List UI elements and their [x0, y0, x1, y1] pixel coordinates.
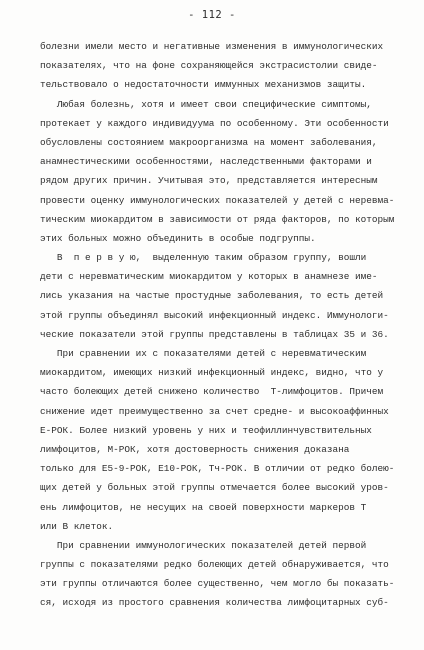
text-line: только для Е5-9-РОК, Е10-РОК, Тч-РОК. В отличии от редко болею- [40, 463, 395, 475]
paragraph [40, 248, 408, 344]
text-line: группы с показателями редко болеющих детей обнаруживается, что [40, 559, 389, 571]
text-line: ческие показатели этой группы представлены в таблицах 35 и 36. [40, 328, 389, 340]
text-line: или В клеток. [40, 520, 114, 532]
text-line: показателях, что на фоне сохраняющейся экстрасистолии свиде- [40, 60, 378, 72]
text-line: эти группы отличаются более существенно, чем могло бы показать- [40, 578, 395, 590]
document-body [40, 37, 408, 613]
text-line: протекает у каждого индивидуума по особенному. Эти особенности [40, 117, 389, 129]
text-line: часто болеющих детей снижено количество Т-лимфоцитов. Причем [40, 386, 384, 398]
text-line: Любая болезнь, хотя и имеет свои специфические симптомы, [40, 98, 372, 110]
text-line: болезни имели место и негативные изменения в иммунологических [40, 41, 384, 52]
text-line: В п е р в у ю, выделенную таким образом группу, вошли [40, 252, 367, 264]
text-line: этой группы объединял высокий инфекционный индекс. Иммунологи- [40, 309, 389, 321]
text-line: анамнестическими особенностями, наследственными факторами и [40, 156, 372, 168]
paragraph [40, 344, 408, 536]
text-line: рядом других причин. Учитывая это, представляется интересным [40, 175, 378, 187]
text-line: Е-РОК. Более низкий уровень у них и теофиллинчувствительных [40, 424, 372, 436]
text-line: обусловлены состоянием макроорганизма на момент заболевания, [40, 136, 378, 148]
paragraph [40, 95, 408, 249]
text-line: ся, исходя из простого сравнения количества лимфоцитарных суб- [40, 597, 389, 609]
text-line: миокардитом, имеющих низкий инфекционный индекс, видно, что у [40, 367, 384, 379]
text-line: щих детей у больных этой группы отмечается более высокий уров- [40, 482, 389, 494]
text-line: При сравнении иммунологических показателей детей первой [40, 539, 367, 551]
text-line: При сравнении их с показателями детей с неревматическим [40, 348, 367, 359]
text-line: снижение идет преимущественно за счет средне- и высокоаффинных [40, 405, 389, 417]
text-line: лимфоцитов, М-РОК, хотя достоверность снижения доказана [40, 443, 350, 455]
page-number: - 112 - [188, 9, 236, 21]
text-line: тическим миокардитом в зависимости от ряда факторов, по которым [40, 213, 395, 225]
text-line: лись указания на частые простудные заболевания, то есть детей [40, 290, 384, 302]
paragraph [40, 37, 408, 95]
text-line: провести оценку иммунологических показателей у детей с неревма- [40, 194, 395, 206]
text-line: этих больных можно объединить в особые подгруппы. [40, 232, 316, 244]
paragraph [40, 536, 408, 613]
text-line: ень лимфоцитов, не несущих на своей поверхности маркеров Т [40, 501, 367, 513]
text-line: тельствовало о недостаточности иммунных механизмов защиты. [40, 79, 367, 91]
text-line: дети с неревматическим миокардитом у которых в анамнезе име- [40, 271, 378, 283]
